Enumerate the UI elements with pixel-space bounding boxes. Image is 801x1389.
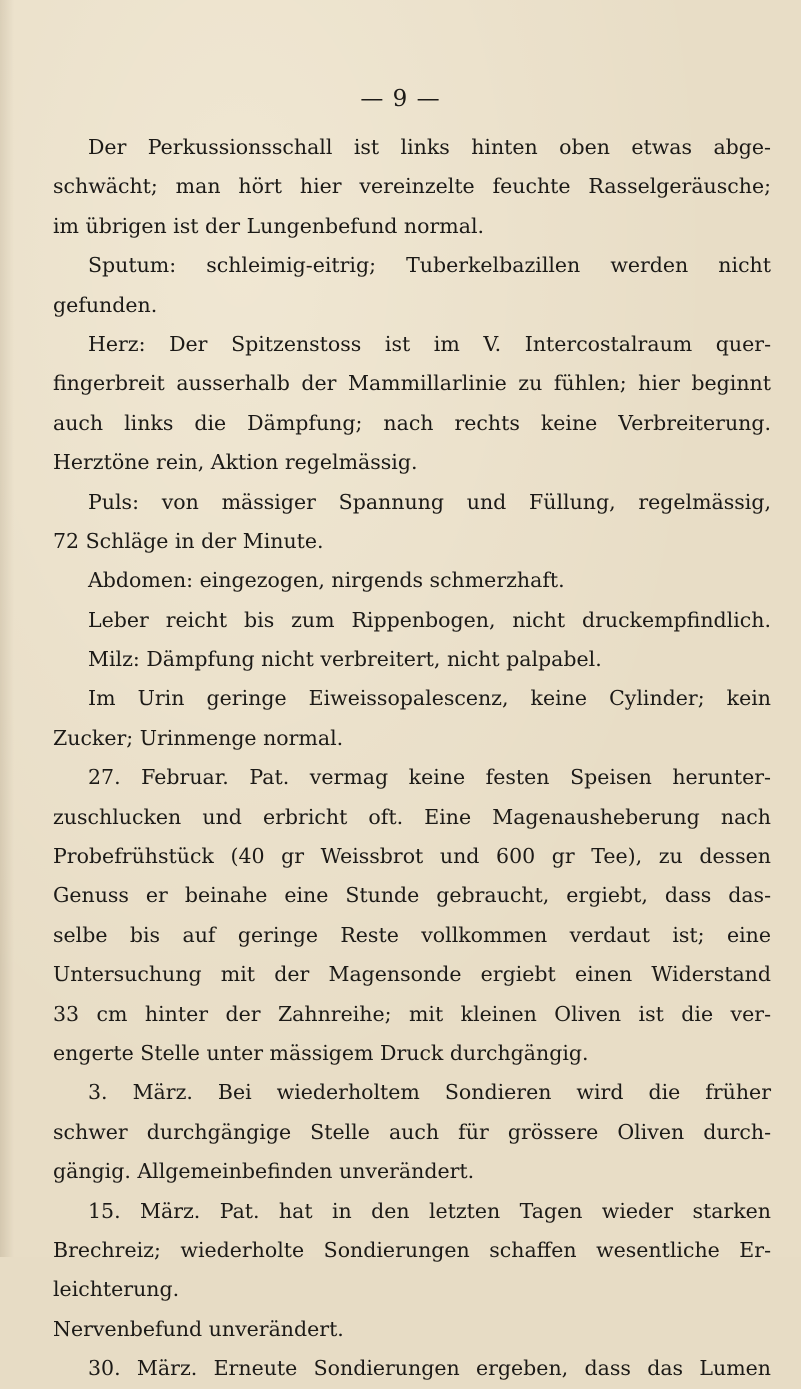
text-line: Abdomen: eingezogen, nirgends schmerzhaft. (88, 568, 565, 593)
text-line: im übrigen ist der Lungenbefund normal. (53, 213, 485, 238)
text-line: leichterung. (53, 1277, 180, 1302)
text-line: 15. März. Pat. hat in den letzten Tagen wieder starken (88, 1198, 771, 1223)
text-line: gefunden. (53, 292, 158, 317)
body-text (53, 128, 771, 1389)
text-line: fingerbreit ausserhalb der Mammillarlinie zu fühlen; hier beginnt (53, 371, 771, 396)
text-line: auch links die Dämpfung; nach rechts keine Verbreiterung. (53, 410, 771, 435)
text-line: Herz: Der Spitzenstoss ist im V. Intercostalraum quer- (88, 331, 771, 356)
text-line: Brechreiz; wiederholte Sondierungen schaffen wesentliche Er- (53, 1237, 771, 1262)
text-line: 27. Februar. Pat. vermag keine festen Speisen herunter- (88, 765, 771, 790)
text-line: 30. März. Erneute Sondierungen ergeben, dass das Lumen (88, 1356, 771, 1381)
text-line: Zucker; Urinmenge normal. (53, 725, 344, 750)
text-line: Herztöne rein, Aktion regelmässig. (53, 450, 418, 475)
text-line: zuschlucken und erbricht oft. Eine Magenausheberung nach (53, 804, 771, 829)
text-line: 33 cm hinter der Zahnreihe; mit kleinen Oliven ist die ver- (53, 1001, 771, 1026)
text-line: Genuss er beinahe eine Stunde gebraucht, ergiebt, dass das- (53, 883, 771, 908)
text-line: Sputum: schleimig-eitrig; Tuberkelbazillen werden nicht (88, 253, 771, 278)
text-line: Im Urin geringe Eiweissopalescenz, keine Cylinder; kein (88, 686, 771, 711)
text-line: Leber reicht bis zum Rippenbogen, nicht druckempfindlich. (88, 607, 771, 632)
text-line: Milz: Dämpfung nicht verbreitert, nicht palpabel. (88, 647, 602, 672)
text-line: gängig. Allgemeinbefinden unverändert. (53, 1159, 475, 1184)
text-line: Nervenbefund unverändert. (53, 1316, 344, 1341)
text-line: selbe bis auf geringe Reste vollkommen verdaut ist; eine (53, 922, 771, 947)
text-line: engerte Stelle unter mässigem Druck durchgängig. (53, 1040, 589, 1065)
text-line: schwer durchgängige Stelle auch für grössere Oliven durch- (53, 1119, 771, 1144)
text-line: Probefrühstück (40 gr Weissbrot und 600 gr Tee), zu dessen (53, 844, 771, 869)
text-line: schwächt; man hört hier vereinzelte feuchte Rasselgeräusche; (53, 174, 771, 199)
text-line: Untersuchung mit der Magensonde ergiebt einen Widerstand (53, 962, 771, 987)
page-number: — 9 — (360, 86, 441, 112)
text-line: 72 Schläge in der Minute. (53, 528, 324, 553)
text-line: Der Perkussionsschall ist links hinten oben etwas abge- (88, 135, 771, 159)
text-line: Puls: von mässiger Spannung und Füllung, regelmässig, (88, 489, 771, 514)
text-line: 3. März. Bei wiederholtem Sondieren wird die früher (88, 1080, 771, 1105)
